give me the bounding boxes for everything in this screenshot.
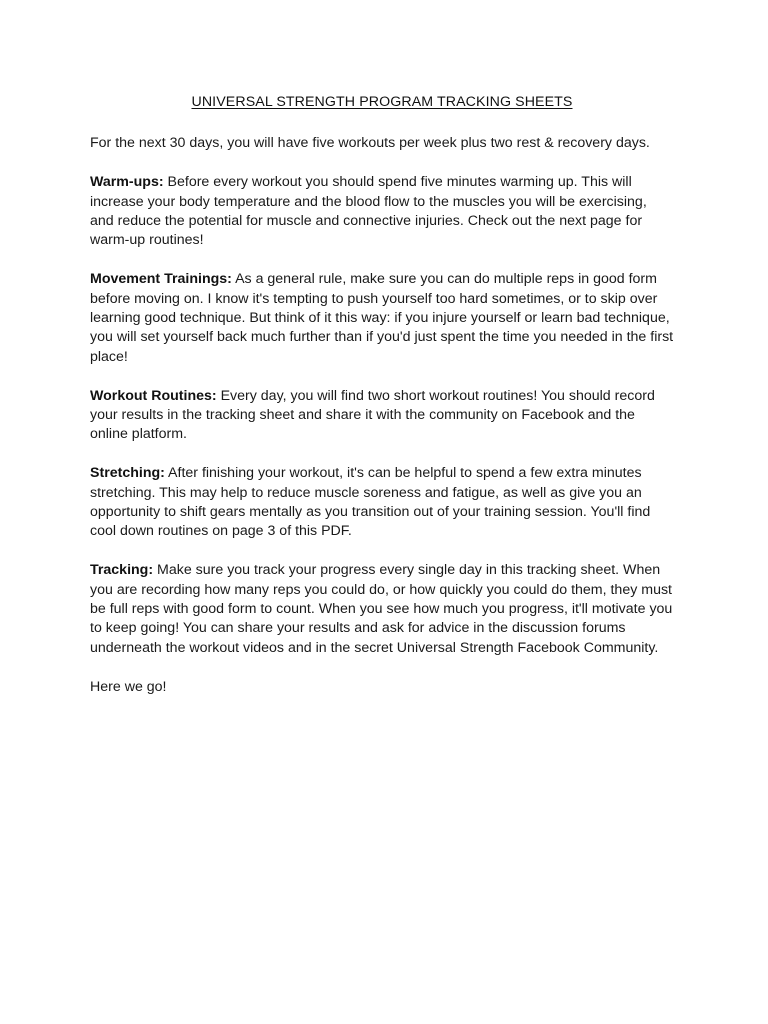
warmups-heading: Warm-ups:: [90, 174, 164, 191]
warmups-paragraph: [90, 173, 674, 251]
tracking-heading: Tracking:: [90, 562, 154, 579]
workout-routines-body: Every day, you will find two short workout routines! You should record your results in the tracking sheet and share it with the community on Facebook and the online platform.: [90, 387, 655, 443]
workout-routines-paragraph: [90, 387, 674, 445]
stretching-body: After finishing your workout, it's can be helpful to spend a few extra minutes stretching. This may help to reduce muscle soreness and fatigue, as well as give you an opportunity to shift gears mentally as you transition out of your training session. You'll find cool down routines on page 3 of this PDF.: [90, 465, 651, 540]
movement-trainings-paragraph: [90, 270, 674, 367]
movement-trainings-heading: Movement Trainings:: [90, 271, 232, 288]
warmups-body: Before every workout you should spend five minutes warming up. This will increase your body temperature and the blood flow to the muscles you will be exercising, and reduce the potential for muscle and connective injuries. Check out the next page for warm-up routines!: [90, 174, 647, 249]
stretching-paragraph: [90, 464, 674, 542]
intro-paragraph: For the next 30 days, you will have five workouts per week plus two rest & recovery days.: [90, 135, 650, 152]
tracking-paragraph: [90, 561, 674, 658]
closing-paragraph: Here we go!: [90, 678, 167, 695]
workout-routines-heading: Workout Routines:: [90, 387, 217, 404]
movement-trainings-body: As a general rule, make sure you can do multiple reps in good form before moving on. I know it's tempting to push yourself too hard sometimes, or to skip over learning good technique. But think of it this way: if you injure yourself or learn bad technique, you will set yourself back much further than if you'd just spent the time you needed in the first place!: [90, 271, 674, 365]
page-title: UNIVERSAL STRENGTH PROGRAM TRACKING SHEETS: [191, 94, 573, 110]
tracking-body: Make sure you track your progress every single day in this tracking sheet. When you are recording how many reps you could do, or how quickly you could do them, they must be full reps with good form to count. When you see how much you progress, it'll motivate you to keep going! You can share your results and ask for advice in the discussion forums underneath the workout videos and in the secret Universal Strength Facebook Community.: [90, 562, 673, 656]
stretching-heading: Stretching:: [90, 465, 165, 482]
document-page: [90, 93, 674, 716]
